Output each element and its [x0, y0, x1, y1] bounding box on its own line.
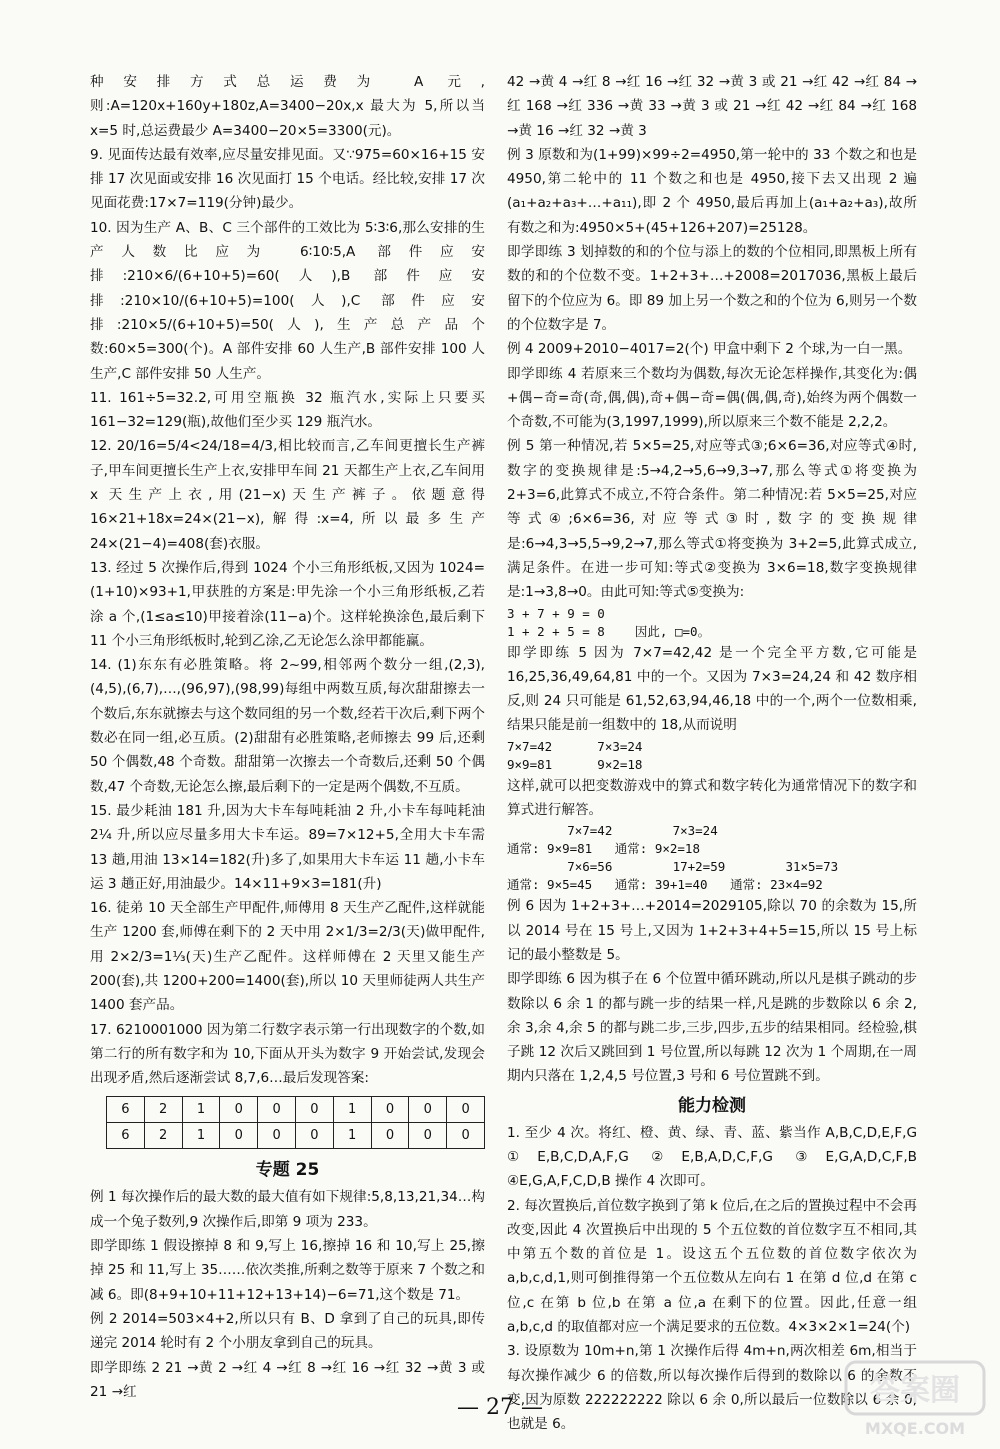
item-9: 9. 见面传达最有效率,应尽量安排见面。又∵975=60×16+15 安排 17 次见面或安排 16 次见面打 15 个电话。经比较,安排 17 次见面花费:17×7=119(分钟)最少。	[90, 146, 485, 212]
table-cell: 0	[220, 1123, 258, 1149]
table-cell: 6	[107, 1123, 145, 1149]
watermark-text: 答案圈	[870, 1373, 960, 1408]
table-cell: 1	[182, 1123, 220, 1149]
table-cell: 0	[371, 1123, 409, 1149]
example-3: 例 3 原数和为(1+99)×99÷2=4950,第一轮中的 33 个数之和也是 4950,第二轮中的 11 个数之和也是 4950,接下去又出现 2 遍(a₁+a₂+a₃+…+a₁₁),即 2 个 4950,最后再加上(a₁+a₂+a₃),故所有数之和为:4950×5+(45+126+207)=25128。	[507, 146, 917, 236]
right-column	[507, 70, 917, 1437]
table-cell: 0	[447, 1097, 485, 1123]
section-title-ability: 能力检测	[678, 1095, 746, 1116]
section-title-25: 专题 25	[255, 1160, 320, 1181]
item-15: 15. 最少耗油 181 升,因为大卡车每吨耗油 2 升,小卡车每吨耗油 2¼ 升,所以应尽量多用大卡车运。89=7×12+5,全用大卡车需 13 趟,用油 13×14=182(升)多了,如果用大卡车运 11 趟,小卡车运 3 趟正好,用油最少。14×11+9×3=181(升)	[90, 802, 485, 892]
answer-table	[106, 1096, 485, 1149]
table-cell: 2	[144, 1123, 182, 1149]
item-13: 13. 经过 5 次操作后,得到 1024 个小三角形纸板,又因为 1024=(1+10)×93+1,甲获胜的方案是:甲先涂一个小三角形纸板,乙若涂 a 个,(1≤a≤10)甲接着涂(11−a)个。这样轮换涂色,最后剩下 11 个小三角形纸板时,轮到乙涂,乙无论怎么涂甲都能赢。	[90, 559, 485, 649]
check-1: 1. 至少 4 次。将红、橙、黄、绿、青、蓝、紫当作 A,B,C,D,E,F,G ①E,B,C,D,A,F,G ②E,B,A,D,C,F,G ③E,G,A,D,C,F,B ④E,G,A,F,C,D,B 操作 4 次即可。	[507, 1124, 917, 1190]
item-14: 14. (1)东东有必胜策略。将 2~99,相邻两个数分一组,(2,3),(4,5),(6,7),…,(96,97),(98,99)每组中两数互质,每次甜甜擦去一个数后,东东就擦去与这个数同组的另一个数,经若干次后,剩下两个数必在同一组,必互质。(2)甜甜有必胜策略,老师擦去 99 后,还剩 50 个偶数,48 个奇数。甜甜第一次擦去一个奇数后,还剩 50 个偶数,47 个奇数,无论怎么擦,最后剩下的一定是两个偶数,不互质。	[90, 657, 485, 795]
practice-6: 即学即练 6 因为棋子在 6 个位置中循环跳动,所以凡是棋子跳动的步数除以 6 余 1 的都与跳一步的结果一样,凡是跳的步数除以 6 余 2,余 3,余 4,余 5 的都与跳二步,三步,四步,五步的结果相同。经检验,棋子跳 12 次后又跳回到 1 号位置,所以每跳 12 次为 1 个周期,在一周期内只落在 1,2,4,5 号位置,3 号和 6 号位置跳不到。	[507, 971, 917, 1085]
table-cell: 0	[258, 1097, 296, 1123]
item-16: 16. 徒弟 10 天全部生产甲配件,师傅用 8 天生产乙配件,这样就能生产 1200 套,师傅在剩下的 2 天中用 2×1/3=2/3(天)做甲配件,用 2×2/3=1⅓(天)生产乙配件。这样师傅在 2 天里又能生产 200(套),共 1200+200=1400(套),所以 10 天里师徒两人共生产 1400 套产品。	[90, 900, 485, 1014]
item-10: 10. 因为生产 A、B、C 三个部件的工效比为 5∶3∶6,那么安排的生产人数比应为 6∶10∶5,A 部件应安排:210×6/(6+10+5)=60(人),B 部件应安排:210×10/(6+10+5)=100(人),C 部件应安排:210×5/(6+10+5)=50(人),生产总产品个数:60×5=300(个)。A 部件安排 60 人生产,B 部件安排 100 人生产,C 部件安排 50 人生产。	[90, 219, 485, 382]
example-1: 例 1 每次操作后的最大数的最大值有如下规律:5,8,13,21,34…构成一个兔子数列,9 次操作后,即第 9 项为 233。	[90, 1189, 485, 1230]
example-4: 例 4 2009+2010−4017=2(个) 甲盒中剩下 2 个球,为一白一黑。	[507, 341, 912, 358]
practice-5-cont: 这样,就可以把变数游戏中的算式和数字转化为通常情况下的数字和算式进行解答。	[507, 777, 917, 819]
item-11: 11. 161÷5=32.2,可用空瓶换 32 瓶汽水,实际上只要买 161−32=129(瓶),故他们至少买 129 瓶汽水。	[90, 389, 485, 431]
check-3: 3. 设原数为 10m+n,第 1 次操作后得 4m+n,两次相差 6m,相当于每次操作减少 6 的倍数,所以每次操作后得到的数除以 6 的余数不变,因为原数 222222222 除以 6 余 0,所以最后一位数除以 6 余 0,也就是 6。	[507, 1343, 917, 1433]
practice-4: 即学即练 4 若原来三个数均为偶数,每次无论怎样操作,其变化为:偶+偶−奇=奇(奇,偶,偶),奇+偶−奇=偶(偶,偶,奇),始终为两个偶数一个奇数,不可能为(3,1997,1999),所以原来三个数不能是 2,2,2。	[507, 365, 917, 431]
table-cell: 0	[447, 1123, 485, 1149]
check-2: 2. 每次置换后,首位数字换到了第 k 位后,在之后的置换过程中不会再改变,因此 4 次置换后中出现的 5 个五位数的首位数字互不相同,其中第五个数的首位是 1。设这五个五位数的首位数字依次为 a,b,c,d,1,则可倒推得第一个五位数从左向右 1 在第 d 位,d 在第 c 位,c 在第 b 位,b 在第 a 位,a 在剩下的位置。因此,任意一组 a,b,c,d 的取值都对应一个满足要求的五位数。4×3×2×1=24(个)	[507, 1197, 917, 1336]
practice-3: 即学即练 3 划掉数的和的个位与添上的数的个位相同,即黑板上所有数的和的个位数不变。1+2+3+…+2008=2017036,黑板上最后留下的个位应为 6。即 89 加上另一个数之和的个位为 6,则另一个数的个位数字是 7。	[507, 244, 917, 333]
table-cell: 0	[295, 1123, 333, 1149]
table-row	[107, 1123, 485, 1149]
table-cell: 0	[258, 1123, 296, 1149]
example-6: 例 6 因为 1+2+3+…+2014=2029105,除以 70 的余数为 15,所以 2014 号在 15 号上,又因为 1+2+3+4+5=15,所以 15 号上标记的最小整数是 5。	[507, 898, 917, 963]
page-number: — 27 —	[457, 1395, 543, 1420]
table-cell: 1	[182, 1097, 220, 1123]
table-cell: 0	[409, 1097, 447, 1123]
item-17: 17. 6210001000 因为第二行数字表示第一行出现数字的个数,如第二行的所有数字和为 10,下面从开头为数字 9 开始尝试,发现会出现矛盾,然后逐渐尝试 8,7,6…最后发现答案:	[90, 1021, 485, 1087]
left-column	[90, 70, 485, 1404]
formula-mapping: 7×7=42 7×3=24 9×9=81 9×2=18	[507, 738, 643, 772]
formula-usual: 7×7=42 7×3=24 通常: 9×9=81 通常: 9×2=18 7×6=56 17+2=59 31×5=73 通常: 9×5=45 通常: 39+1=40 通常: 23×4=92	[507, 823, 839, 893]
example-2: 例 2 2014=503×4+2,所以只有 B、D 拿到了自己的玩具,即传递完 2014 轮时有 2 个小朋友拿到自己的玩具。	[90, 1310, 485, 1352]
table-cell: 0	[409, 1123, 447, 1149]
table-row	[107, 1097, 485, 1123]
table-cell: 0	[295, 1097, 333, 1123]
formula-top: 3 + 7 + 9 = 0	[507, 605, 605, 621]
practice-5: 即学即练 5 因为 7×7=42,42 是一个完全平方数,它可能是 16,25,36,49,64,81 中的一个。又因为 7×3=24,24 和 42 数序相反,则 24 只可能是 61,52,63,94,46,18 中的一个,两个一位数相乘,结果只能是前一组数中的 18,从而说明	[507, 644, 917, 734]
watermark-logo	[840, 1358, 990, 1440]
item-12: 12. 20/16=5/4<24/18=4/3,相比较而言,乙车间更擅长生产裤子,甲车间更擅长生产上衣,安排甲车间 21 天都生产上衣,乙车间用 x 天生产上衣,用(21−x)天生产裤子。依题意得 16×21+18x=24×(21−x),解得:x=4,所以最多生产 24×(21−4)=408(套)衣服。	[90, 438, 485, 552]
formula-bottom: 1 + 2 + 5 = 8 因此, □=0。	[507, 623, 711, 639]
table-cell: 1	[333, 1097, 371, 1123]
paragraph-cont: 种安排方式总运费为 A 元,则:A=120x+160y+180z,A=3400−20x,x 最大为 5,所以当 x=5 时,总运费最少 A=3400−20×5=3300(元)。	[90, 74, 485, 139]
table-cell: 2	[144, 1097, 182, 1123]
example-5: 例 5 第一种情况,若 5×5=25,对应等式③;6×6=36,对应等式④时,数字的变换规律是:5→4,2→5,6→9,3→7,那么等式①将变换为 2+3=6,此算式不成立,不符合条件。第二种情况:若 5×5=25,对应等式④;6×6=36,对应等式③时,数字的变换规律是:6→4,3→5,5→9,2→7,那么等式①将变换为 3+2=5,此算式成立,满足条件。在进一步可知:等式②变换为 3×6=18,数字变换规律是:1→3,8→0。由此可知:等式⑤变换为:	[507, 438, 917, 601]
practice-1: 即学即练 1 假设擦掉 8 和 9,写上 16,擦掉 16 和 10,写上 25,擦掉 25 和 11,写上 35……依次类推,所剩之数等于原来 7 个数之和减 6。即(8+9+10+11+12+13+14)−6=71,这个数是 71。	[90, 1238, 485, 1303]
practice-2: 即学即练 2 21 →黄 2 →红 4 →红 8 →红 16 →红 32 →黄 3 或 21 →红	[90, 1359, 485, 1400]
watermark-url: MXQE.COM	[864, 1419, 966, 1438]
table-cell: 1	[333, 1123, 371, 1149]
table-cell: 0	[220, 1097, 258, 1123]
table-cell: 6	[107, 1097, 145, 1123]
practice-2-cont: 42 →黄 4 →红 8 →红 16 →红 32 →黄 3 或 21 →红 42 →红 84 →红 168 →红 336 →黄 33 →黄 3 或 21 →红 42 →红 84 →红 168 →黄 16 →红 32 →黄 3	[507, 74, 917, 139]
table-cell: 0	[371, 1097, 409, 1123]
